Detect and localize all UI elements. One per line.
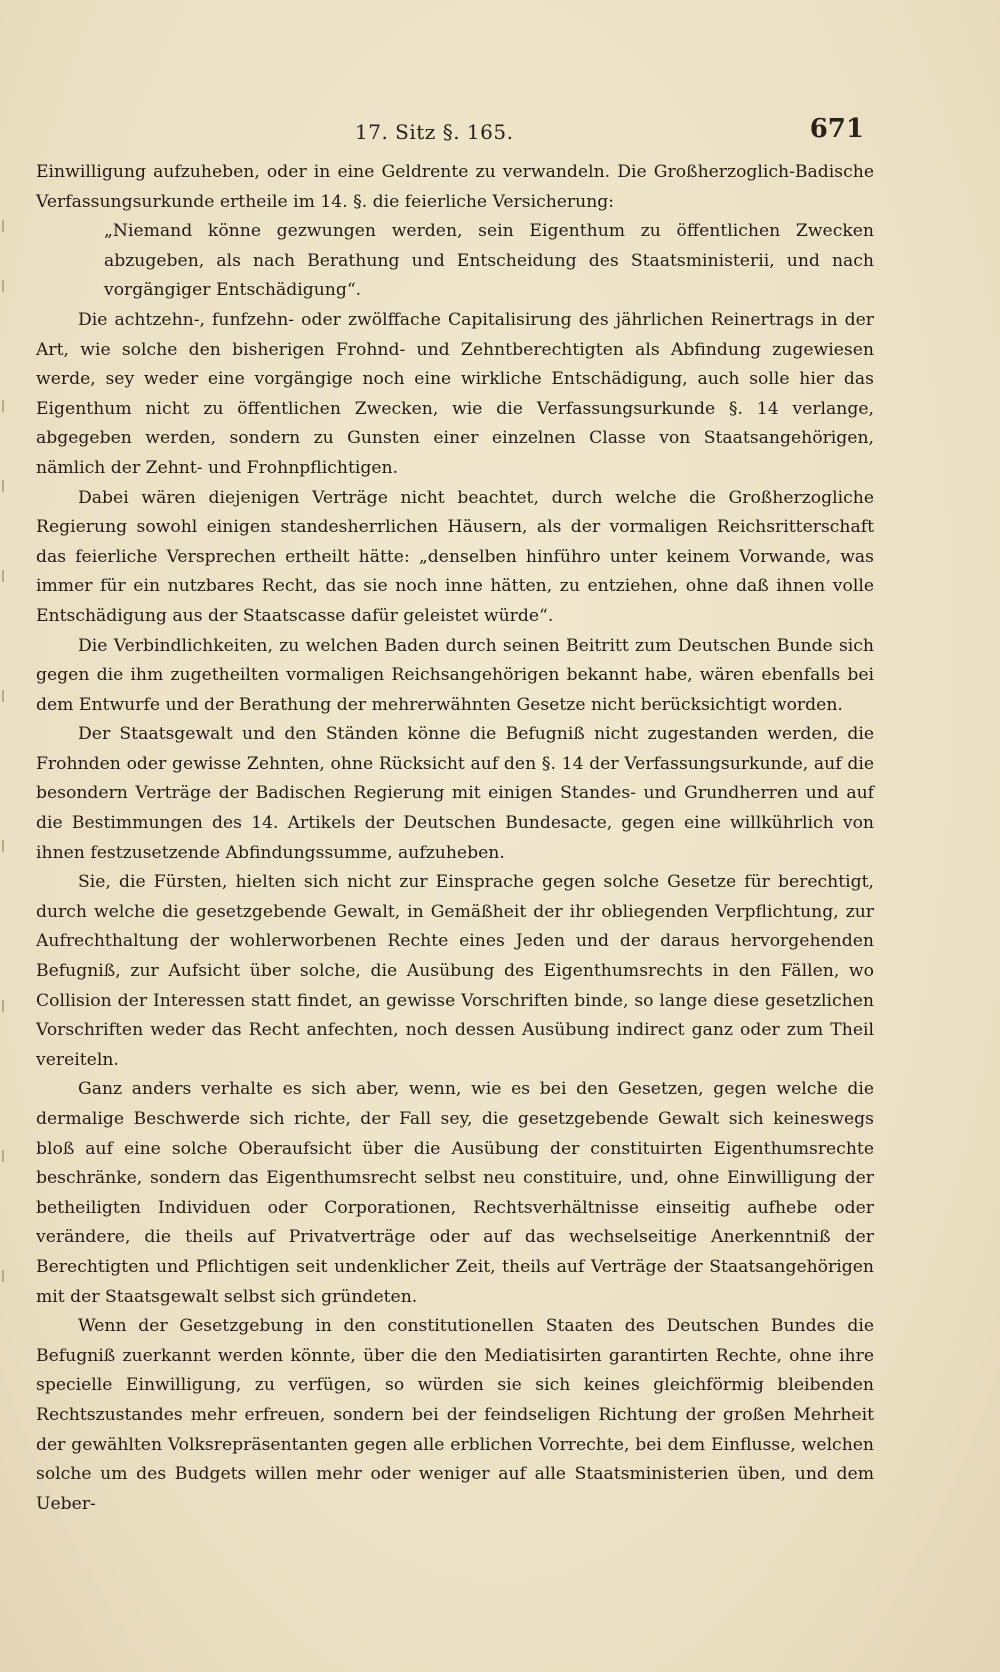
running-head: 17. Sitz §. 165.: [355, 120, 514, 144]
paragraph-1: Einwilligung aufzuheben, oder in eine Geldrente zu verwandeln. Die Großherzoglich-Badische Verfassungsurkunde ertheile im 14. §. die feierliche Versicherung:: [36, 162, 874, 212]
paragraph-6: Der Staatsgewalt und den Ständen könne die Befugniß nicht zugestanden werden, die Frohnden oder gewisse Zehnten, ohne Rücksicht auf den §. 14 der Verfassungsurkunde, auf die besondern Verträge der Badischen Regierung mit einigen Standes- und Grundherren und auf die Bestimmungen des 14. Artikels der Deutschen Bundesacte, gegen eine willkührlich von ihnen festzusetzende Abfindungssumme, aufzuheben.: [36, 724, 874, 863]
page-number: 671: [809, 114, 864, 144]
paragraph-9: Wenn der Gesetzgebung in den constitutionellen Staaten des Deutschen Bundes die Befugniß zuerkannt werden könnte, über die den Mediatisirten garantirten Rechte, ohne ihre specielle Einwilligung, zu verfügen, so würden sie sich keines gleichförmig bleibenden Rechtszustandes mehr erfreuen, sondern bei der feindseligen Richtung der großen Mehrheit der gewählten Volksrepräsentanten gegen alle erblichen Vorrechte, bei dem Einflusse, welchen solche um des Budgets willen mehr oder weniger auf alle Staatsministerien üben, und dem Ueber-: [36, 1316, 874, 1514]
binding-edge-marks: [2, 220, 10, 1320]
page-header: [0, 112, 1000, 152]
paragraph-3: Die achtzehn-, funfzehn- oder zwölffache Capitalisirung des jährlichen Reinertrags in der Art, wie solche den bisherigen Frohnd- und Zehntberechtigten als Abfindung zugewiesen werde, sey weder eine vorgängige noch eine wirkliche Entschädigung, auch solle hier das Eigenthum nicht zu öffentlichen Zwecken, wie die Verfassungsurkunde §. 14 verlange, abgegeben werden, sondern zu Gunsten einer einzelnen Classe von Staatsangehörigen, nämlich der Zehnt- und Frohnpflichtigen.: [36, 309, 874, 478]
paragraph-8: Ganz anders verhalte es sich aber, wenn, wie es bei den Gesetzen, gegen welche die dermalige Beschwerde sich richte, der Fall sey, die gesetzgebende Gewalt sich keineswegs bloß auf eine solche Oberaufsicht über die Ausübung der constituirten Eigenthumsrechte beschränke, sondern das Eigenthumsrecht selbst neu constituire, und, ohne Einwilligung der betheiligten Individuen oder Corporationen, Rechtsverhältnisse einseitig aufhebe oder verändere, die theils auf Privatverträge oder auf das wechselseitige Anerkenntniß der Berechtigten und Pflichtigen seit undenklicher Zeit, theils auf Verträge der Staatsangehörigen mit der Staatsgewalt selbst sich gründeten.: [36, 1079, 874, 1307]
body-text: [36, 158, 874, 1519]
paragraph-5: Die Verbindlichkeiten, zu welchen Baden durch seinen Beitritt zum Deutschen Bunde sich gegen die ihm zugetheilten vormaligen Reichsangehörigen bekannt habe, wären ebenfalls bei dem Entwurfe und der Berathung der mehrerwähnten Gesetze nicht berücksichtigt worden.: [36, 635, 874, 715]
paragraph-7: Sie, die Fürsten, hielten sich nicht zur Einsprache gegen solche Gesetze für berechtigt, durch welche die gesetzgebende Gewalt, in Gemäßheit der ihr obliegenden Verpflichtung, zur Aufrechthaltung der wohlerworbenen Rechte eines Jeden und der daraus hervorgehenden Befugniß, zur Aufsicht über solche, die Ausübung des Eigenthumsrechts in den Fällen, wo Collision der Interessen statt findet, an gewisse Vorschriften binde, so lange diese gesetzlichen Vorschriften weder das Recht anfechten, noch dessen Ausübung indirect ganz oder zum Theil vereiteln.: [36, 872, 874, 1070]
quotation-paragraph: „Niemand könne gezwungen werden, sein Eigenthum zu öffentlichen Zwecken abzugeben, als nach Berathung und Entscheidung des Staatsministerii, und nach vorgängiger Entschädigung“.: [104, 221, 874, 301]
paragraph-4: Dabei wären diejenigen Verträge nicht beachtet, durch welche die Großherzogliche Regierung sowohl einigen standesherrlichen Häusern, als der vormaligen Reichsritterschaft das feierliche Versprechen ertheilt hätte: „denselben hinführo unter keinem Vorwande, was immer für ein nutzbares Recht, das sie noch inne hätten, zu entziehen, ohne daß ihnen volle Entschädigung aus der Staatscasse dafür geleistet würde“.: [36, 487, 874, 626]
